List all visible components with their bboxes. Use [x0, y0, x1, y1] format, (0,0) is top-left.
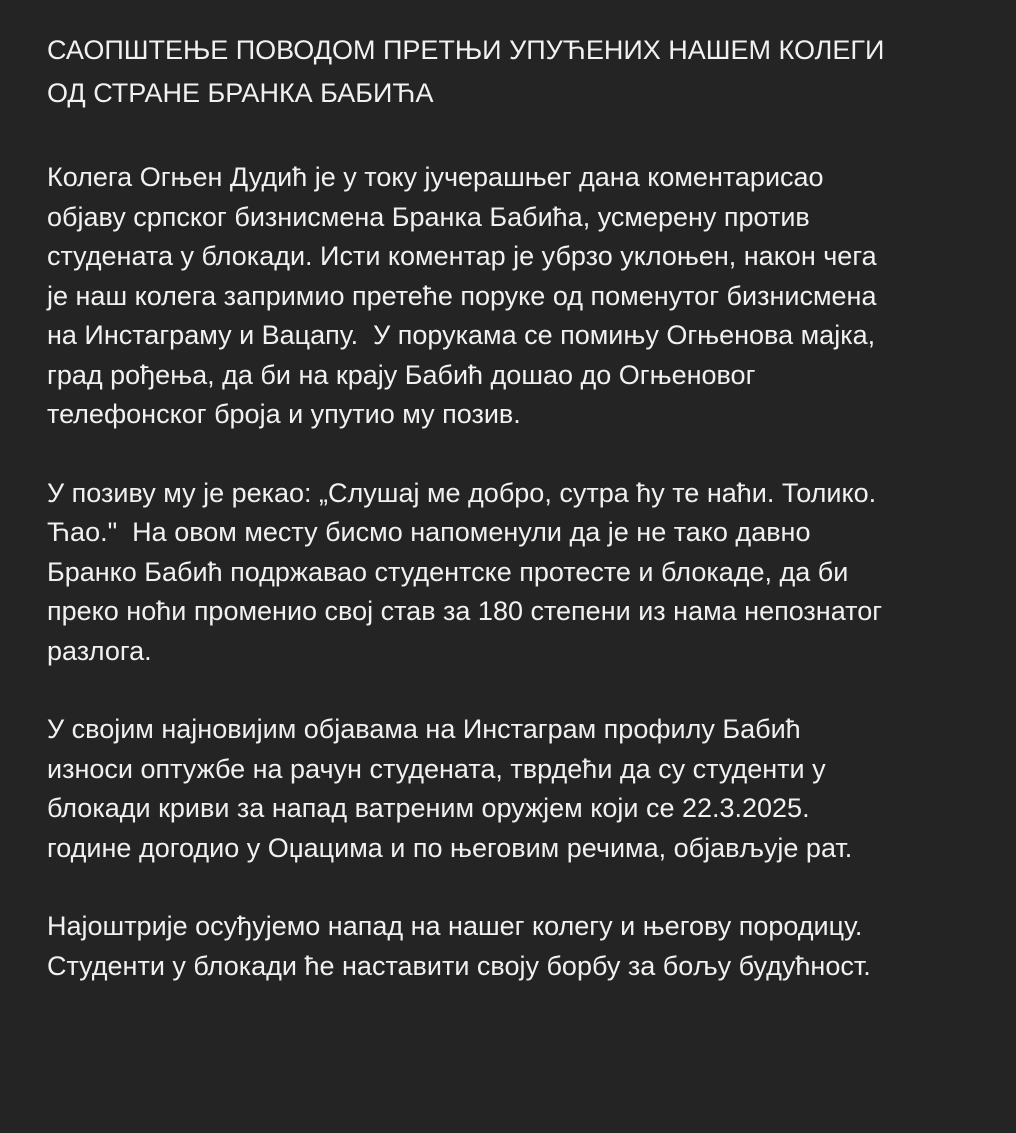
paragraph-line: Колега Огњен Дудић је у току јучерашњег дана коментарисао — [47, 162, 824, 192]
paragraph-line: телефонског броја и упутио му позив. — [47, 399, 521, 429]
title-line: ОД СТРАНЕ БРАНКА БАБИЋА — [47, 78, 434, 108]
paragraph-line: студената у блокади. Исти коментар је убрзо уклоњен, након чега — [47, 241, 877, 271]
paragraph-line: град рођења, да би на крају Бабић дошао до Огњеновог — [47, 359, 756, 390]
statement-document — [47, 29, 987, 986]
paragraph-line: преко ноћи променио свој став за 180 степени из нама непознатог — [47, 596, 883, 626]
paragraph-3 — [47, 710, 987, 868]
paragraph-line: блокади криви за напад ватреним оружјем који се 22.3.2025. — [47, 793, 810, 823]
statement-title — [47, 29, 987, 115]
paragraph-line: разлога. — [47, 635, 152, 666]
paragraph-1 — [47, 158, 987, 435]
paragraph-line: године догодио у Оџацима и по његовим речима, објављује рат. — [47, 832, 853, 863]
paragraph-line: У својим најновијим објавама на Инстаграм профилу Бабић — [47, 714, 801, 744]
paragraph-line: Ћао." На овом месту бисмо напоменули да је не тако давно — [47, 517, 811, 547]
paragraph-line: је наш колега запримио претеће поруке од поменутог бизнисмена — [47, 280, 877, 311]
paragraph-line: на Инстаграму и Вацапу. У порукама се помињу Огњенова мајка, — [47, 320, 876, 350]
paragraph-line: Најоштрије осуђујемо напад на нашег колегу и његову породицу. — [47, 911, 863, 941]
paragraph-line: Бранко Бабић подржавао студентске протесте и блокаде, да би — [47, 556, 849, 587]
title-line: САОПШТЕЊЕ ПОВОДОМ ПРЕТЊИ УПУЋЕНИХ НАШЕМ КОЛЕГИ — [47, 35, 885, 65]
paragraph-2 — [47, 474, 987, 672]
paragraph-line: објаву српског бизнисмена Бранка Бабића, усмерену против — [47, 201, 810, 232]
paragraph-4 — [47, 907, 987, 986]
paragraph-line: Студенти у блокади ће наставити своју борбу за бољу будућност. — [47, 950, 871, 981]
paragraph-line: У позиву му је рекао: „Слушај ме добро, сутра ћу те наћи. Толико. — [47, 477, 877, 508]
paragraph-line: износи оптужбе на рачун студената, тврдећи да су студенти у — [47, 753, 826, 784]
